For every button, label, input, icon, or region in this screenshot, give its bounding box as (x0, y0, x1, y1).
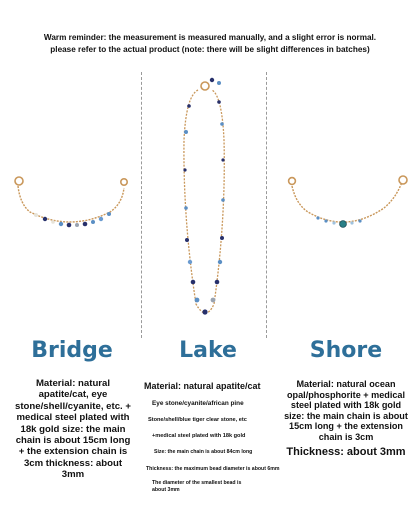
lake-line-5: Size: the main chain is about 84cm long (154, 449, 253, 455)
reminder-line-2: please refer to the actual product (note: there will be slight differences in batches) (50, 45, 370, 54)
bridge-clasp-left (15, 177, 23, 185)
shore-chain-image (289, 176, 407, 227)
reminder-line-1: Warm reminder: the measurement is measured manually, and a slight error is normal. (43, 33, 377, 42)
shore-description: Material: natural ocean opal/phosphorite + medical steel plated with 18k gold size: the main chain is about 15cm long + the extension chain is 3cm (284, 379, 408, 442)
shore-clasp-left (289, 178, 296, 185)
bridge-chain-image (15, 177, 127, 227)
lake-title: Lake (179, 338, 237, 363)
lake-line-7: The diameter of the smallest bead is about 3mm (152, 480, 242, 493)
lake-material: Material: natural apatite/cat (144, 381, 261, 391)
lake-line-2: Eye stone/cyanite/african pine (152, 400, 244, 407)
shore-center-bead (340, 221, 347, 228)
lake-chain-image (183, 78, 224, 315)
shore-thickness: Thickness: about 3mm (286, 446, 406, 458)
bridge-clasp-right (121, 179, 127, 185)
lake-line-6: Thickness: the maximum bead diameter is about 6mm (146, 466, 280, 472)
bridge-description: Material: natural apatite/cat, eye stone/shell/cyanite, etc. + medical steel plated with 18k gold size: the main chain is about 15cm long + the extension chain is 3cm thickness: about 3mm (15, 378, 131, 481)
shore-clasp-right (399, 176, 407, 184)
lake-line-4: +medical steel plated with 18k gold (152, 433, 246, 439)
lake-clasp (201, 82, 209, 90)
shore-title: Shore (309, 338, 383, 363)
lake-line-3: Stone/shell/blue tiger clear stone, etc (148, 417, 247, 423)
bridge-title: Bridge (31, 338, 113, 363)
